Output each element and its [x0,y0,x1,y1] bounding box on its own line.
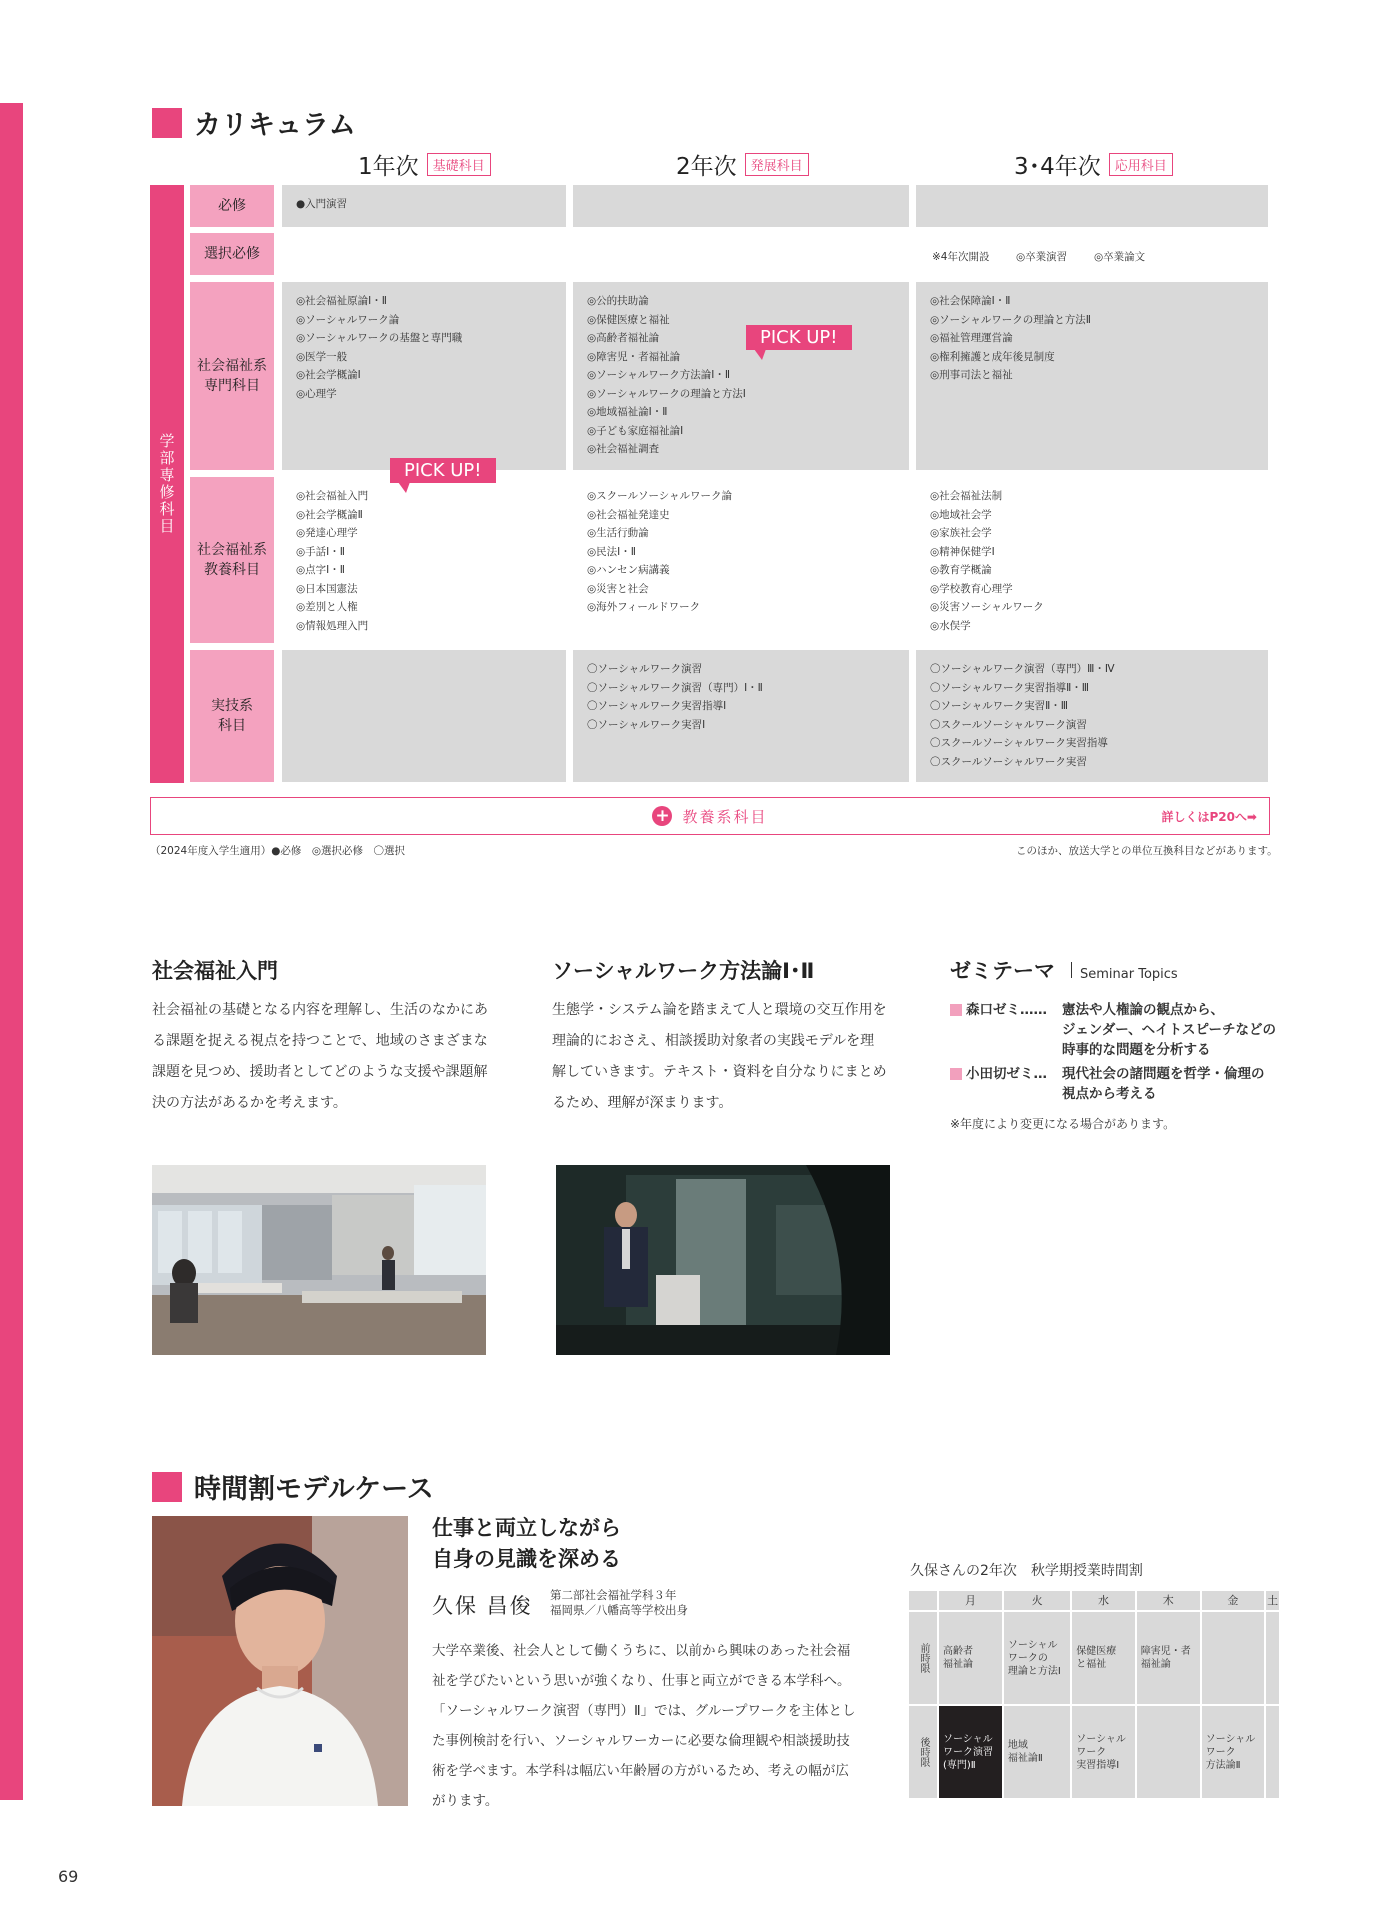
course-item: ◎医学一般 [296,350,348,363]
year-badge: 応用科目 [1109,153,1173,176]
course1-title: 社会福祉入門 [152,959,278,983]
course-item: 〇スクールソーシャルワーク実習指導 [930,737,1108,749]
course-item: 〇ソーシャルワーク演習（専門）Ⅰ・Ⅱ [587,681,763,694]
seminar-list [950,1000,1310,1104]
class-cell [1202,1612,1264,1704]
course-item: ◎社会福祉調査 [587,443,660,455]
course-item: ◎民法Ⅰ・Ⅱ [587,545,636,558]
class-cell: ソーシャル ワークの 理論と方法Ⅰ [1004,1612,1070,1704]
cell-specialized-y2 [573,282,909,470]
profile-line: 福岡県／八幡高等学校出身 [550,1603,688,1617]
class-cell-highlighted: ソーシャル ワーク演習 (専門)Ⅱ [939,1706,1002,1798]
year-badge: 基礎科目 [427,153,491,176]
course-item: 〇スクールソーシャルワーク演習 [930,718,1087,731]
year-label: 3･4年次 [1014,154,1101,180]
curriculum-heading [152,103,356,142]
cell-required-y2 [573,185,909,227]
course-item: ◎スクールソーシャルワーク論 [587,490,733,502]
course-item: ◎手話Ⅰ・Ⅱ [296,545,345,558]
seminar-name: 小田切ゼミ… [966,1066,1047,1082]
course-item: ◎ソーシャルワーク方法論Ⅰ・Ⅱ [587,369,731,381]
class-cell: 保健医療 と福祉 [1072,1612,1134,1704]
course-item: ◎学校教育心理学 [930,582,1013,595]
seminar-topic-line: 現代社会の諸問題を哲学・倫理の [1062,1066,1265,1082]
course-item: ◎日本国憲法 [296,582,358,595]
class-cell: ソーシャル ワーク 実習指導Ⅰ [1072,1706,1134,1798]
elective-required-note: ※4年次開設 [932,251,990,263]
cell-required-y3 [916,185,1268,227]
cell-liberal-y3 [916,477,1268,643]
year-label: 2年次 [676,154,737,180]
row-label-required: 必修 [190,185,274,227]
seminar-topic-line: 憲法や人権論の観点から、 [1062,1002,1224,1018]
class-cell [1266,1612,1279,1704]
student-name: 久保 昌俊 [432,1594,533,1618]
class-cell [1137,1706,1200,1798]
day-header: 火 [1004,1591,1070,1610]
course-item: ◎地域福祉論Ⅰ・Ⅱ [587,406,668,418]
page-number: 69 [58,1867,79,1886]
row-label-practical: 実技系 科目 [190,650,274,782]
course-item: ◎ソーシャルワークの基盤と専門職 [296,332,463,344]
course-item: ◎差別と人権 [296,601,358,613]
course-item: ◎災害と社会 [587,582,649,595]
course-item: ◎権利擁護と成年後見制度 [930,350,1055,363]
class-cell: 高齢者 福祉論 [939,1612,1002,1704]
course-item: ◎卒業演習 [1016,251,1068,263]
course-item: ◎子ども家庭福祉論Ⅰ [587,424,684,437]
course-item: ◎福祉管理運営論 [930,332,1013,344]
profile-line: 第二部社会福祉学科３年 [550,1588,677,1602]
year-header-1 [358,148,491,181]
seminar-topic-line: 時事的な問題を分析する [1062,1042,1211,1058]
course-item: ◎高齢者福祉論 [587,332,660,344]
cell-elective-required [282,233,1268,275]
headline-line: 自身の見識を深める [432,1547,621,1571]
timetable-title: 久保さんの2年次 秋学期授業時間割 [910,1563,1143,1579]
pickup-callout-2: PICK UP! [746,325,852,350]
course-item: ◎災害ソーシャルワーク [930,601,1044,613]
course2-title: ソーシャルワーク方法論Ⅰ･Ⅱ [552,959,815,983]
seminar-topic-line: 視点から考える [1062,1086,1157,1102]
student-headline [432,1513,621,1575]
pickup-callout-1: PICK UP! [390,458,496,483]
course-item: 〇ソーシャルワーク実習指導Ⅰ [587,700,727,712]
student-portrait [152,1516,408,1806]
course-item: 〇ソーシャルワーク実習Ⅰ [587,718,706,731]
seminar-subtitle: Seminar Topics [1080,967,1178,982]
divider [1071,962,1072,978]
class-cell: 障害児・者 福祉論 [1137,1612,1200,1704]
period-label: 後時限 [909,1706,937,1798]
course-item: ◎地域社会学 [930,508,992,521]
course-item: ●入門演習 [296,198,348,210]
year-badge: 発展科目 [745,153,809,176]
row-label-liberal: 社会福祉系 教養科目 [190,477,274,643]
course-item: ◎ハンセン病講義 [587,564,670,576]
seminar-title: ゼミテーマ [950,959,1055,983]
class-cell: ソーシャル ワーク 方法論Ⅱ [1202,1706,1264,1798]
day-header: 月 [939,1591,1002,1610]
side-accent-bar [0,103,23,1800]
cell-specialized-y1 [282,282,566,470]
lecturer-photo [556,1165,890,1355]
student-profile [550,1588,688,1618]
timetable-grid [907,1589,1281,1800]
course-item: 〇ソーシャルワーク演習 [587,663,703,675]
curriculum-note: このほか、放送大学との単位互換科目などがあります。 [1016,845,1278,857]
curriculum-title: カリキュラム [194,110,356,141]
class-cell [1266,1706,1279,1798]
course-item: ◎社会学概論Ⅰ [296,369,361,381]
cell-liberal-y1 [282,477,566,643]
course-item: ◎心理学 [296,387,337,400]
course-item: ◎障害児・者福祉論 [587,350,681,363]
course-item: ◎刑事司法と福祉 [930,369,1013,381]
course-item: ◎社会福祉入門 [296,490,369,502]
timetable-section-title: 時間割モデルケース [194,1474,434,1505]
course-item: ◎卒業論文 [1094,251,1146,263]
course-item: ◎点字Ⅰ・Ⅱ [296,564,345,576]
course-item: ◎ソーシャルワーク論 [296,313,400,326]
course-item: ◎教育学概論 [930,564,992,576]
course-item: ◎精神保健学Ⅰ [930,545,995,558]
curriculum-legend: （2024年度入学生適用）●必修 ◎選択必修 〇選択 [150,845,406,857]
course-item: ◎情報処理入門 [296,619,369,632]
row-label-elective-required: 選択必修 [190,233,274,275]
cell-required-y1 [282,185,566,227]
seminar-note: ※年度により変更になる場合があります。 [950,1117,1176,1131]
course-item: 〇ソーシャルワーク演習（専門）Ⅲ・Ⅳ [930,663,1115,675]
course-item: ◎公的扶助論 [587,295,649,307]
student-comment: 大学卒業後、社会人として働くうちに、以前から興味のあった社会福祉を学びたいという思いが強くなり、仕事と両立ができる本学科へ。「ソーシャルワーク演習（専門）Ⅱ」では、グループワークを主体とした事例検討を行い、ソーシャルワーカーに必要な倫理観や相談援助技術を学べます。本学科は幅広い年齢層の方がいるため、考えの幅が広がります。 [432,1643,856,1809]
course-item: 〇スクールソーシャルワーク実習 [930,755,1087,768]
course-item: ◎保健医療と福祉 [587,313,670,326]
seminar-item [950,1064,1310,1104]
side-category-label: 学部専修科目 [150,185,184,783]
timetable-corner [909,1591,937,1610]
classroom-photo [152,1165,486,1355]
course-item: ◎水俣学 [930,619,971,632]
course-item: ◎発達心理学 [296,527,358,539]
course-item: 〇ソーシャルワーク実習Ⅱ・Ⅲ [930,700,1068,712]
course-item: ◎社会福祉発達史 [587,508,670,521]
course-item: ◎社会学概論Ⅱ [296,508,363,521]
plus-icon: + [652,806,672,826]
year-header-2 [676,148,809,181]
general-education-label: 教養系科目 [682,807,768,826]
year-header-3 [1014,148,1173,181]
course-item: 〇ソーシャルワーク実習指導Ⅱ・Ⅲ [930,681,1089,694]
cell-specialized-y3 [916,282,1268,470]
timetable-heading [152,1467,434,1506]
heading-square-icon [152,1472,182,1502]
class-cell: 地域 福祉論Ⅱ [1004,1706,1070,1798]
row-label-specialized: 社会福祉系 専門科目 [190,282,274,470]
seminar-item [950,1000,1310,1060]
course-item: ◎家族社会学 [930,527,992,539]
year-label: 1年次 [358,154,419,180]
course-item: ◎社会福祉法制 [930,490,1003,502]
bullet-square-icon [950,1004,962,1016]
course-item: ◎ソーシャルワークの理論と方法Ⅱ [930,313,1091,326]
course-item: ◎社会福祉原論Ⅰ・Ⅱ [296,295,387,307]
course1-text: 社会福祉の基礎となる内容を理解し、生活のなかにある課題を捉える視点を持つことで、地域のさまざまな課題を見つめ、援助者としてどのような支援や課題解決の方法があるかを考えます。 [152,1002,488,1111]
details-link[interactable]: 詳しくはP20へ➡ [1161,810,1257,824]
course-item: ◎ソーシャルワークの理論と方法Ⅰ [587,387,746,400]
seminar-heading [950,955,1178,985]
day-header: 水 [1072,1591,1134,1610]
headline-line: 仕事と両立しながら [432,1516,621,1540]
cell-practical-y1 [282,650,566,782]
period-label: 前時限 [909,1612,937,1704]
course-item: ◎社会保障論Ⅰ・Ⅱ [930,295,1011,307]
cell-practical-y2 [573,650,909,782]
cell-liberal-y2 [573,477,909,643]
day-header: 金 [1202,1591,1264,1610]
cell-practical-y3 [916,650,1268,782]
general-education-bar[interactable] [150,797,1270,835]
course2-text: 生態学・システム論を踏まえて人と環境の交互作用を理論的におさえ、相談援助対象者の実践モデルを理解していきます。テキスト・資料を自分なりにまとめるため、理解が深まります。 [552,1002,887,1111]
bullet-square-icon [950,1068,962,1080]
heading-square-icon [152,108,182,138]
seminar-topic-line: ジェンダー、ヘイトスピーチなどの [1062,1022,1276,1038]
course-item: ◎生活行動論 [587,527,649,539]
day-header: 木 [1137,1591,1200,1610]
course-item: ◎海外フィールドワーク [587,601,701,613]
day-header: 土 [1266,1591,1279,1610]
seminar-name: 森口ゼミ…… [966,1002,1047,1018]
